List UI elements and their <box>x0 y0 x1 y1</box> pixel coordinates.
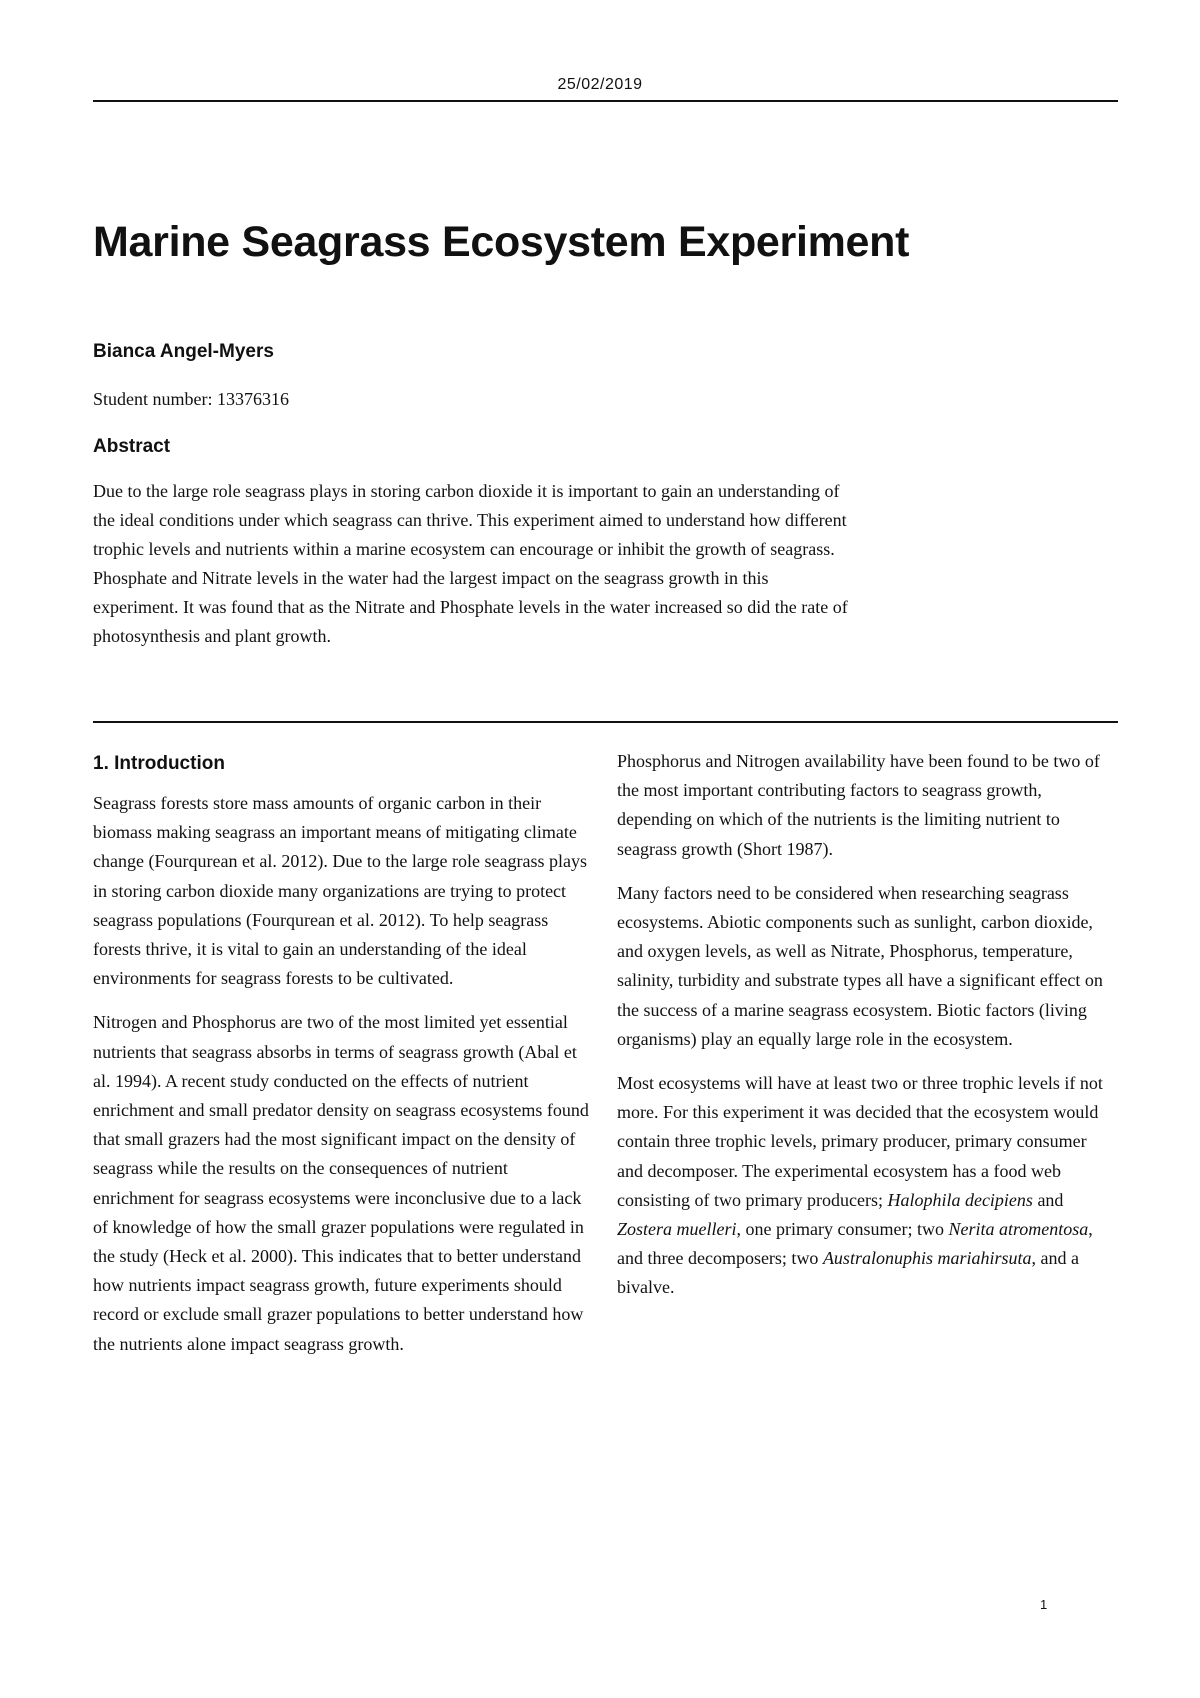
intro-paragraph-1: Seagrass forests store mass amounts of organic carbon in their biomass making seagrass an important means of mitigating climate change (Fourqurean et al. 2012). Due to the large role seagrass plays in storing carbon dioxide many organizations are trying to protect seagrass populations (Fourqurean et al. 2012). To help seagrass forests thrive, it is vital to gain an understanding of the ideal environments for seagrass forests to be cultivated. <box>93 793 587 989</box>
header-date: 25/02/2019 <box>557 76 643 93</box>
species-zostera: Zostera muelleri <box>617 1219 737 1240</box>
paper-title: Marine Seagrass Ecosystem Experiment <box>93 218 910 266</box>
intro-paragraph-4: Many factors need to be considered when researching seagrass ecosystems. Abiotic components such as sunlight, carbon dioxide, and oxygen levels, as well as Nitrate, Phosphorus, temperature, salinity, turbidity and substrate types all have a significant effect on the success of a marine seagrass ecosystem. Biotic factors (living organisms) play an equally large role in the ecosystem. <box>617 882 1103 1049</box>
abstract-heading: Abstract <box>93 436 171 457</box>
food-web-text-3: , one primary consumer; two <box>736 1219 949 1240</box>
author-name: Bianca Angel-Myers <box>93 341 274 362</box>
food-web-text-1: Most ecosystems will have at least two or three trophic levels if not more. For this experiment it was decided that the ecosystem would contain three trophic levels, primary producer, primary consumer and decomposer. The experimental ecosystem has a food web consisting of two primary producers; <box>617 1073 1103 1210</box>
page-number: 1 <box>1040 1597 1048 1612</box>
abstract-text: Due to the large role seagrass plays in storing carbon dioxide it is important to gain an understanding of the ideal conditions under which seagrass can thrive. This experiment aimed to understand how different trophic levels and nutrients within a marine ecosystem can encourage or inhibit the growth of seagrass. Phosphate and Nitrate levels in the water had the largest impact on the seagrass growth in this experiment. It was found that as the Nitrate and Phosphate levels in the water increased so did the rate of photosynthesis and plant growth. <box>93 481 848 646</box>
intro-paragraph-5 <box>617 1069 1117 1303</box>
food-web-text-2: and <box>1032 1189 1064 1210</box>
food-web-text-5: , and a bivalve. <box>617 1248 1079 1298</box>
left-column <box>93 748 593 1374</box>
species-nerita: Nerita atromentosa <box>948 1219 1089 1240</box>
student-number: Student number: 13376316 <box>93 389 289 409</box>
section-divider <box>93 721 1118 723</box>
species-australonuphis: Australonuphis mariahirsuta <box>822 1248 1032 1269</box>
header-rule <box>93 100 1118 102</box>
right-column <box>617 747 1117 1318</box>
food-web-text-4: , and three decomposers; two <box>617 1219 1093 1269</box>
species-halophila: Halophila decipiens <box>887 1189 1033 1210</box>
intro-paragraph-2: Nitrogen and Phosphorus are two of the most limited yet essential nutrients that seagrass absorbs in terms of seagrass growth (Abal et al. 1994). A recent study conducted on the effects of nutrient enrichment and small predator density on seagrass ecosystems found that small grazers had the most significant impact on the density of seagrass while the results on the consequences of nutrient enrichment for seagrass ecosystems were inconclusive due to a lack of knowledge of how the small grazer populations were regulated in the study (Heck et al. 2000). This indicates that to better understand how nutrients impact seagrass growth, future experiments should record or exclude small grazer populations to better understand how the nutrients alone impact seagrass growth. <box>93 1012 589 1354</box>
intro-paragraph-3: Phosphorus and Nitrogen availability have been found to be two of the most important contributing factors to seagrass growth, depending on which of the nutrients is the limiting nutrient to seagrass growth (Short 1987). <box>617 751 1100 859</box>
introduction-heading: 1. Introduction <box>93 753 225 774</box>
